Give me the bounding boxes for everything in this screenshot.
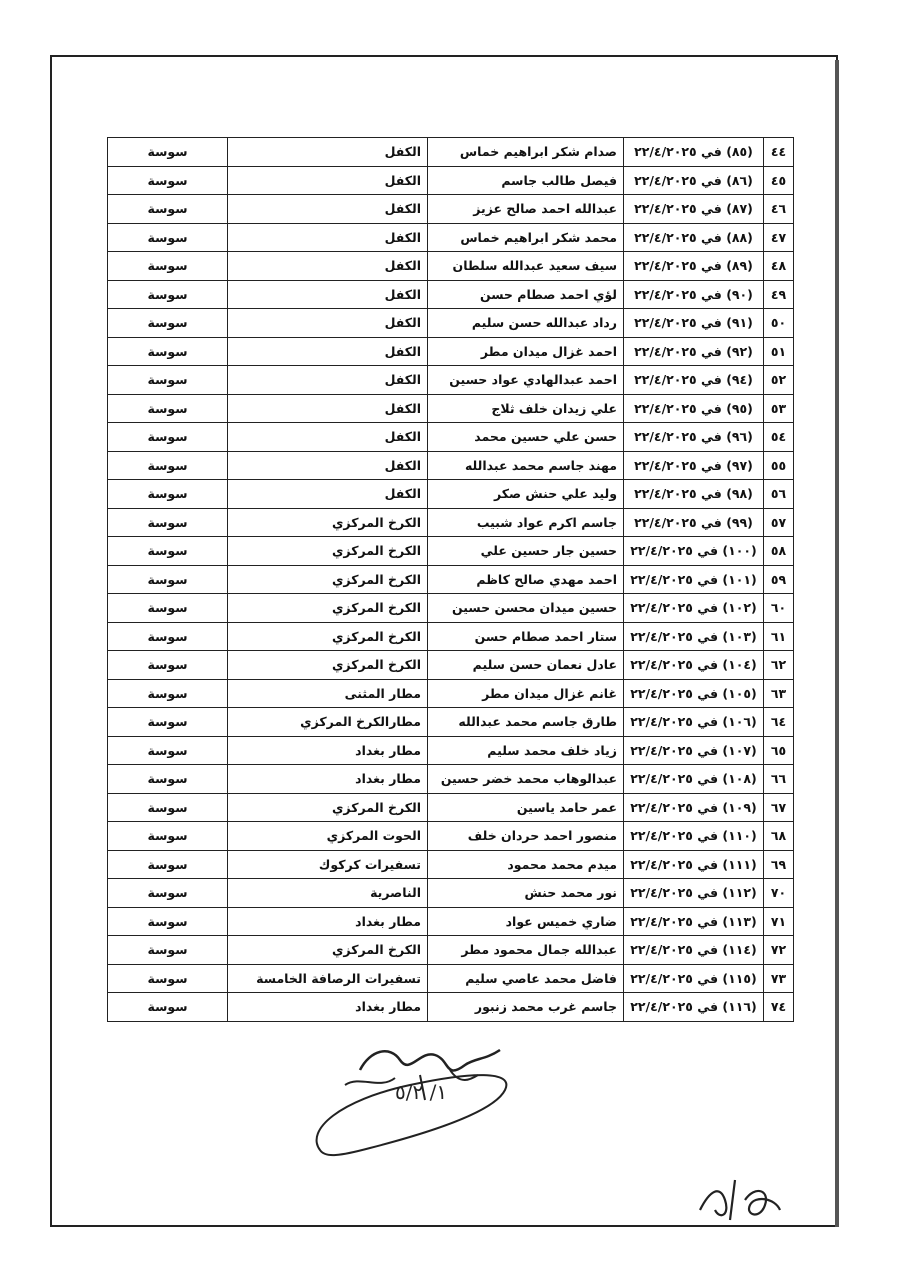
person-name-cell: ضاري خميس عواد [428, 907, 624, 936]
table-row [108, 793, 794, 822]
table-row [108, 850, 794, 879]
location-cell: الكرخ المركزي [228, 793, 428, 822]
page-number-mark [690, 1170, 790, 1230]
row-number-cell: ٦٠ [764, 594, 794, 623]
person-name-cell: عمر حامد ياسين [428, 793, 624, 822]
person-name-cell: احمد مهدي صالح كاظم [428, 565, 624, 594]
reference-date-cell: (٩٤) في ٢٢/٤/٢٠٢٥ [624, 366, 764, 395]
table-row [108, 708, 794, 737]
reference-date-cell: (٩٩) في ٢٢/٤/٢٠٢٥ [624, 508, 764, 537]
person-name-cell: ستار احمد صطام حسن [428, 622, 624, 651]
location-cell: الكفل [228, 166, 428, 195]
type-cell: سوسة [108, 907, 228, 936]
row-number-cell: ٤٦ [764, 195, 794, 224]
reference-date-cell: (٨٧) في ٢٢/٤/٢٠٢٥ [624, 195, 764, 224]
reference-date-cell: (١١٦) في ٢٢/٤/٢٠٢٥ [624, 993, 764, 1022]
reference-date-cell: (٩١) في ٢٢/٤/٢٠٢٥ [624, 309, 764, 338]
row-number-cell: ٥٥ [764, 451, 794, 480]
table-row [108, 166, 794, 195]
type-cell: سوسة [108, 651, 228, 680]
row-number-cell: ٧٤ [764, 993, 794, 1022]
row-number-cell: ٦٩ [764, 850, 794, 879]
type-cell: سوسة [108, 736, 228, 765]
row-number-cell: ٥٣ [764, 394, 794, 423]
type-cell: سوسة [108, 309, 228, 338]
row-number-cell: ٧٢ [764, 936, 794, 965]
reference-date-cell: (١١٢) في ٢٢/٤/٢٠٢٥ [624, 879, 764, 908]
type-cell: سوسة [108, 679, 228, 708]
type-cell: سوسة [108, 879, 228, 908]
type-cell: سوسة [108, 480, 228, 509]
location-cell: مطار بغداد [228, 993, 428, 1022]
table-row [108, 423, 794, 452]
table-row [108, 480, 794, 509]
type-cell: سوسة [108, 565, 228, 594]
reference-date-cell: (٨٦) في ٢٢/٤/٢٠٢٥ [624, 166, 764, 195]
table-row [108, 394, 794, 423]
type-cell: سوسة [108, 822, 228, 851]
location-cell: مطار بغداد [228, 736, 428, 765]
type-cell: سوسة [108, 138, 228, 167]
type-cell: سوسة [108, 850, 228, 879]
reference-date-cell: (١٠٤) في ٢٢/٤/٢٠٢٥ [624, 651, 764, 680]
location-cell: الكفل [228, 423, 428, 452]
table-row [108, 451, 794, 480]
type-cell: سوسة [108, 537, 228, 566]
row-number-cell: ٤٧ [764, 223, 794, 252]
table-row [108, 223, 794, 252]
location-cell: الكرخ المركزي [228, 622, 428, 651]
person-name-cell: حسين ميدان محسن حسين [428, 594, 624, 623]
person-name-cell: حسن علي حسين محمد [428, 423, 624, 452]
reference-date-cell: (١٠٦) في ٢٢/٤/٢٠٢٥ [624, 708, 764, 737]
reference-date-cell: (١٠٥) في ٢٢/٤/٢٠٢٥ [624, 679, 764, 708]
person-name-cell: محمد شكر ابراهيم خماس [428, 223, 624, 252]
reference-date-cell: (٩٢) في ٢٢/٤/٢٠٢٥ [624, 337, 764, 366]
row-number-cell: ٦٦ [764, 765, 794, 794]
location-cell: الحوت المركزي [228, 822, 428, 851]
reference-date-cell: (١١٣) في ٢٢/٤/٢٠٢٥ [624, 907, 764, 936]
person-name-cell: جاسم اكرم عواد شبيب [428, 508, 624, 537]
reference-date-cell: (١٠٨) في ٢٢/٤/٢٠٢٥ [624, 765, 764, 794]
person-name-cell: عبدالوهاب محمد خضر حسين [428, 765, 624, 794]
person-name-cell: صدام شكر ابراهيم خماس [428, 138, 624, 167]
row-number-cell: ٤٤ [764, 138, 794, 167]
location-cell: الكرخ المركزي [228, 537, 428, 566]
person-name-cell: لؤي احمد صطام حسن [428, 280, 624, 309]
table-row [108, 765, 794, 794]
table-row [108, 594, 794, 623]
row-number-cell: ٦٥ [764, 736, 794, 765]
reference-date-cell: (١١١) في ٢٢/٤/٢٠٢٥ [624, 850, 764, 879]
type-cell: سوسة [108, 252, 228, 281]
reference-date-cell: (٨٥) في ٢٢/٤/٢٠٢٥ [624, 138, 764, 167]
table-row [108, 537, 794, 566]
person-name-cell: عبدالله جمال محمود مطر [428, 936, 624, 965]
table-row [108, 280, 794, 309]
reference-date-cell: (٩٠) في ٢٢/٤/٢٠٢٥ [624, 280, 764, 309]
location-cell: الكرخ المركزي [228, 565, 428, 594]
row-number-cell: ٤٩ [764, 280, 794, 309]
location-cell: تسفيرات كركوك [228, 850, 428, 879]
row-number-cell: ٥٤ [764, 423, 794, 452]
type-cell: سوسة [108, 423, 228, 452]
person-name-cell: طارق جاسم محمد عبدالله [428, 708, 624, 737]
reference-date-cell: (٩٦) في ٢٢/٤/٢٠٢٥ [624, 423, 764, 452]
row-number-cell: ٥٢ [764, 366, 794, 395]
person-name-cell: رداد عبدالله حسن سليم [428, 309, 624, 338]
person-name-cell: منصور احمد حردان خلف [428, 822, 624, 851]
row-number-cell: ٧٣ [764, 964, 794, 993]
table-row [108, 508, 794, 537]
location-cell: الكفل [228, 138, 428, 167]
row-number-cell: ٦٨ [764, 822, 794, 851]
table-row [108, 907, 794, 936]
records-table-body [108, 138, 794, 1022]
table-row [108, 736, 794, 765]
location-cell: الكفل [228, 223, 428, 252]
row-number-cell: ٧٠ [764, 879, 794, 908]
person-name-cell: زياد خلف محمد سليم [428, 736, 624, 765]
type-cell: سوسة [108, 166, 228, 195]
person-name-cell: نور محمد حنش [428, 879, 624, 908]
row-number-cell: ٦٣ [764, 679, 794, 708]
location-cell: الناصرية [228, 879, 428, 908]
location-cell: الكفل [228, 252, 428, 281]
handwritten-signature [300, 1030, 520, 1180]
reference-date-cell: (١٠٩) في ٢٢/٤/٢٠٢٥ [624, 793, 764, 822]
location-cell: الكفل [228, 309, 428, 338]
location-cell: الكفل [228, 195, 428, 224]
reference-date-cell: (١٠٧) في ٢٢/٤/٢٠٢٥ [624, 736, 764, 765]
location-cell: مطار بغداد [228, 907, 428, 936]
table-row [108, 964, 794, 993]
location-cell: الكفل [228, 451, 428, 480]
reference-date-cell: (١٠١) في ٢٢/٤/٢٠٢٥ [624, 565, 764, 594]
reference-date-cell: (١٠٠) في ٢٢/٤/٢٠٢٥ [624, 537, 764, 566]
type-cell: سوسة [108, 223, 228, 252]
reference-date-cell: (١١٥) في ٢٢/٤/٢٠٢٥ [624, 964, 764, 993]
records-table [107, 137, 794, 1022]
table-row [108, 822, 794, 851]
person-name-cell: حسين جار حسين علي [428, 537, 624, 566]
person-name-cell: احمد عبدالهادي عواد حسين [428, 366, 624, 395]
table-row [108, 138, 794, 167]
person-name-cell: مهند جاسم محمد عبدالله [428, 451, 624, 480]
type-cell: سوسة [108, 622, 228, 651]
table-row [108, 936, 794, 965]
row-number-cell: ٤٨ [764, 252, 794, 281]
person-name-cell: عادل نعمان حسن سليم [428, 651, 624, 680]
person-name-cell: فيصل طالب جاسم [428, 166, 624, 195]
type-cell: سوسة [108, 280, 228, 309]
person-name-cell: ميدم محمد محمود [428, 850, 624, 879]
location-cell: الكرخ المركزي [228, 508, 428, 537]
table-row [108, 252, 794, 281]
reference-date-cell: (٩٧) في ٢٢/٤/٢٠٢٥ [624, 451, 764, 480]
location-cell: الكفل [228, 280, 428, 309]
row-number-cell: ٦٤ [764, 708, 794, 737]
table-row [108, 622, 794, 651]
row-number-cell: ٥١ [764, 337, 794, 366]
type-cell: سوسة [108, 366, 228, 395]
row-number-cell: ٥٩ [764, 565, 794, 594]
row-number-cell: ٥٠ [764, 309, 794, 338]
type-cell: سوسة [108, 993, 228, 1022]
row-number-cell: ٧١ [764, 907, 794, 936]
row-number-cell: ٤٥ [764, 166, 794, 195]
reference-date-cell: (١١٤) في ٢٢/٤/٢٠٢٥ [624, 936, 764, 965]
reference-date-cell: (٩٨) في ٢٢/٤/٢٠٢٥ [624, 480, 764, 509]
table-row [108, 679, 794, 708]
person-name-cell: احمد غزال ميدان مطر [428, 337, 624, 366]
type-cell: سوسة [108, 964, 228, 993]
table-row [108, 366, 794, 395]
location-cell: تسفيرات الرصافة الخامسة [228, 964, 428, 993]
row-number-cell: ٥٦ [764, 480, 794, 509]
type-cell: سوسة [108, 594, 228, 623]
type-cell: سوسة [108, 337, 228, 366]
row-number-cell: ٦١ [764, 622, 794, 651]
table-row [108, 993, 794, 1022]
signature-date: ١/ ٥/٢ [395, 1080, 448, 1104]
location-cell: مطار بغداد [228, 765, 428, 794]
type-cell: سوسة [108, 508, 228, 537]
location-cell: الكفل [228, 337, 428, 366]
reference-date-cell: (٨٩) في ٢٢/٤/٢٠٢٥ [624, 252, 764, 281]
type-cell: سوسة [108, 451, 228, 480]
person-name-cell: غانم غزال ميدان مطر [428, 679, 624, 708]
type-cell: سوسة [108, 765, 228, 794]
type-cell: سوسة [108, 708, 228, 737]
person-name-cell: فاضل محمد عاصي سليم [428, 964, 624, 993]
person-name-cell: وليد علي حنش صكر [428, 480, 624, 509]
location-cell: الكرخ المركزي [228, 594, 428, 623]
type-cell: سوسة [108, 394, 228, 423]
location-cell: مطارالكرخ المركزي [228, 708, 428, 737]
location-cell: الكفل [228, 366, 428, 395]
table-row [108, 337, 794, 366]
reference-date-cell: (٩٥) في ٢٢/٤/٢٠٢٥ [624, 394, 764, 423]
reference-date-cell: (٨٨) في ٢٢/٤/٢٠٢٥ [624, 223, 764, 252]
location-cell: الكفل [228, 394, 428, 423]
row-number-cell: ٥٧ [764, 508, 794, 537]
table-row [108, 309, 794, 338]
table-row [108, 565, 794, 594]
row-number-cell: ٦٢ [764, 651, 794, 680]
table-row [108, 195, 794, 224]
person-name-cell: سيف سعيد عبدالله سلطان [428, 252, 624, 281]
type-cell: سوسة [108, 936, 228, 965]
type-cell: سوسة [108, 195, 228, 224]
location-cell: مطار المثنى [228, 679, 428, 708]
table-row [108, 651, 794, 680]
location-cell: الكفل [228, 480, 428, 509]
reference-date-cell: (١٠٢) في ٢٢/٤/٢٠٢٥ [624, 594, 764, 623]
row-number-cell: ٦٧ [764, 793, 794, 822]
row-number-cell: ٥٨ [764, 537, 794, 566]
reference-date-cell: (١١٠) في ٢٢/٤/٢٠٢٥ [624, 822, 764, 851]
person-name-cell: جاسم غرب محمد زنبور [428, 993, 624, 1022]
location-cell: الكرخ المركزي [228, 936, 428, 965]
table-row [108, 879, 794, 908]
person-name-cell: علي زيدان خلف ثلاج [428, 394, 624, 423]
reference-date-cell: (١٠٣) في ٢٢/٤/٢٠٢٥ [624, 622, 764, 651]
person-name-cell: عبدالله احمد صالح عزيز [428, 195, 624, 224]
location-cell: الكرخ المركزي [228, 651, 428, 680]
type-cell: سوسة [108, 793, 228, 822]
page-border-shadow [835, 60, 839, 1227]
